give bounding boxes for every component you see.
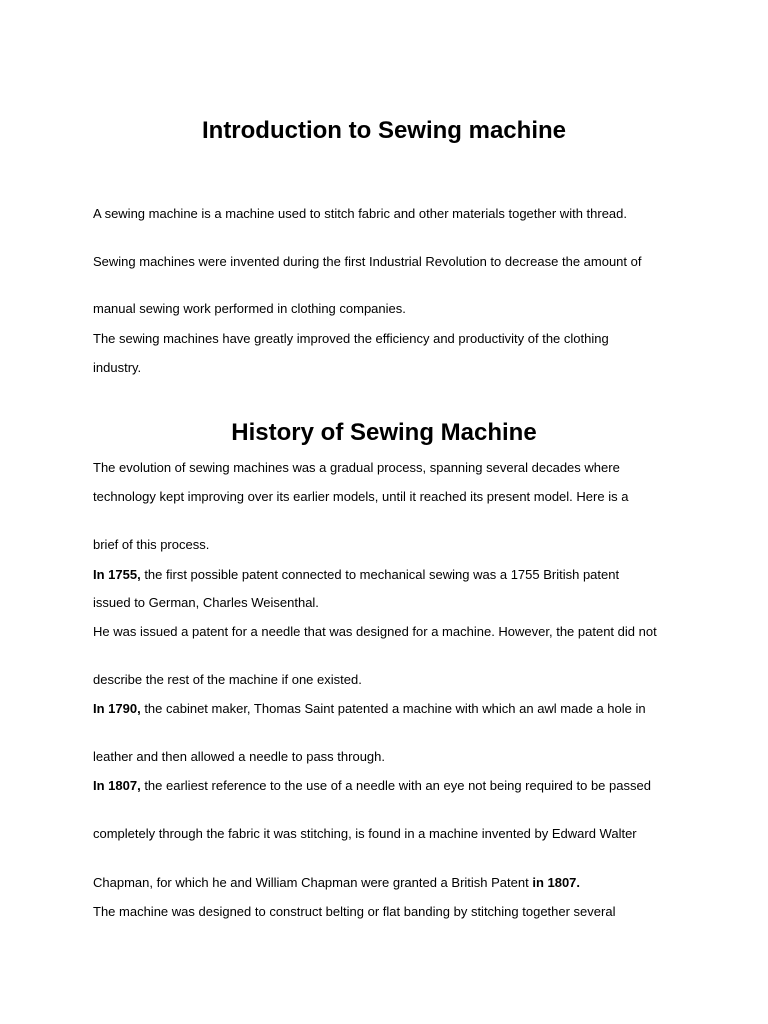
history-paragraph-4	[93, 565, 675, 584]
history-paragraph-3	[93, 535, 675, 554]
history-paragraph-13	[93, 902, 675, 921]
intro-paragraph-5: industry.	[93, 360, 142, 375]
year-label: In 1790,	[93, 701, 141, 716]
intro-paragraph-2: Sewing machines were invented during the first Industrial Revolution to decrease the amount of	[93, 254, 642, 269]
paragraph-text: the earliest reference to the use of a needle with an eye not being required to be passed	[140, 778, 651, 793]
paragraph-text: Chapman, for which he and William Chapman were granted a British Patent	[93, 875, 533, 890]
history-paragraph-6	[93, 622, 675, 641]
paragraph-text: the cabinet maker, Thomas Saint patented a machine with which an awl made a hole in	[140, 701, 646, 716]
paragraph-text: describe the rest of the machine if one existed.	[93, 672, 362, 687]
history-paragraph-9	[93, 747, 675, 766]
history-paragraph-10	[93, 776, 675, 795]
paragraph-text: He was issued a patent for a needle that was designed for a machine. However, the patent did not	[93, 624, 657, 639]
year-label: in 1807.	[532, 875, 581, 890]
year-label: In 1755,	[93, 567, 141, 582]
history-paragraph-8	[93, 699, 675, 718]
intro-paragraph-1: A sewing machine is a machine used to stitch fabric and other materials together with thread.	[93, 206, 628, 221]
year-label: In 1807,	[93, 778, 141, 793]
history-paragraph-12	[93, 873, 675, 892]
history-paragraph-1	[93, 458, 675, 477]
paragraph-text: issued to German, Charles Weisenthal.	[93, 595, 319, 610]
paragraph-text: technology kept improving over its earlier models, until it reached its present model. Here is a	[93, 489, 629, 504]
paragraph-text: leather and then allowed a needle to pass through.	[93, 749, 385, 764]
paragraph-text: The evolution of sewing machines was a gradual process, spanning several decades where	[93, 460, 620, 475]
paragraph-text: brief of this process.	[93, 537, 210, 552]
paragraph-text: completely through the fabric it was stitching, is found in a machine invented by Edward Walter	[93, 826, 637, 841]
history-paragraph-11	[93, 824, 675, 843]
history-paragraph-7	[93, 670, 675, 689]
intro-paragraph-3: manual sewing work performed in clothing companies.	[93, 301, 406, 316]
history-paragraph-2	[93, 487, 675, 506]
page-title: Introduction to Sewing machine	[201, 117, 566, 144]
paragraph-text: the first possible patent connected to mechanical sewing was a 1755 British patent	[140, 567, 620, 582]
paragraph-text: The machine was designed to construct belting or flat banding by stitching together several	[93, 904, 616, 919]
section-heading-history: History of Sewing Machine	[231, 419, 537, 446]
intro-paragraph-4: The sewing machines have greatly improved the efficiency and productivity of the clothing	[93, 331, 609, 346]
history-paragraph-5	[93, 593, 675, 612]
